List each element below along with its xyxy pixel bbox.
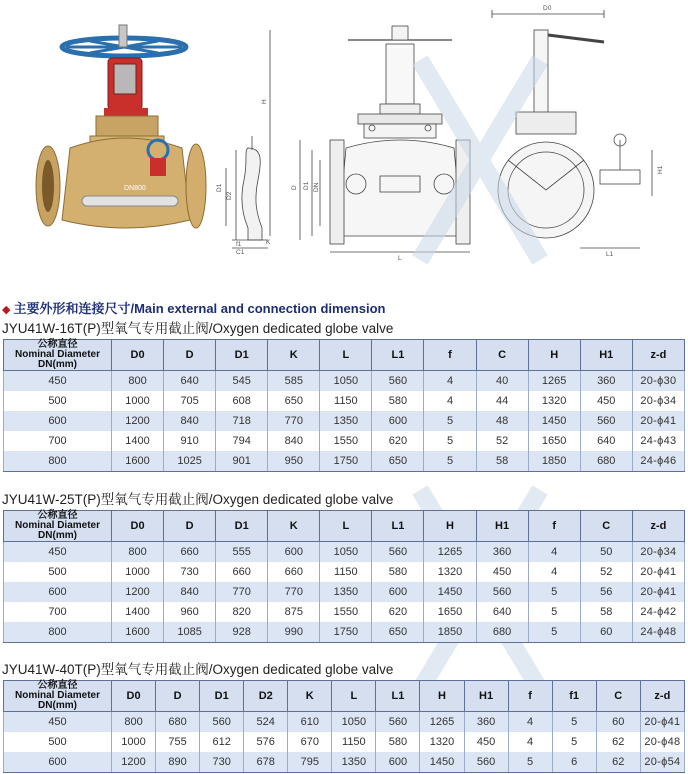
table-cell: 524	[244, 712, 288, 733]
table-cell: 820	[216, 602, 268, 622]
column-header: K	[288, 681, 332, 712]
table-cell: 910	[164, 431, 216, 451]
table-cell: 660	[164, 542, 216, 563]
table-cell: 718	[216, 411, 268, 431]
svg-text:H: H	[261, 99, 268, 104]
table-cell: 545	[216, 371, 268, 392]
dn-header-line: Nominal Diameter	[14, 690, 101, 701]
dn-header-line: 公称直径	[37, 680, 78, 691]
dimension-table	[3, 510, 685, 643]
table-cell: 620	[372, 602, 424, 622]
column-header: L1	[372, 511, 424, 542]
column-header-dn	[4, 511, 112, 542]
column-header: z-d	[640, 681, 684, 712]
svg-text:D0: D0	[543, 5, 552, 12]
table-cell: 40	[476, 371, 528, 392]
table-cell: 1400	[112, 431, 164, 451]
column-header: D1	[216, 340, 268, 371]
table-cell: 4	[528, 562, 580, 582]
table-cell: 5	[424, 431, 476, 451]
column-header: D	[164, 511, 216, 542]
table-cell: 1320	[424, 562, 476, 582]
dn-header-line: Nominal Diameter	[14, 520, 101, 531]
table-cell: 840	[268, 431, 320, 451]
table-row	[4, 582, 685, 602]
column-header: f	[528, 511, 580, 542]
table-cell: 576	[244, 732, 288, 752]
table-cell: 890	[156, 752, 200, 773]
table-cell: 1150	[320, 391, 372, 411]
table-cell: 1050	[320, 542, 372, 563]
table-cell: 612	[200, 732, 244, 752]
table-cell: 875	[268, 602, 320, 622]
table-cell: 500	[4, 391, 112, 411]
table-cell: 730	[200, 752, 244, 773]
table-cell: 360	[476, 542, 528, 563]
table-cell: 650	[372, 622, 424, 643]
side-profile-labels	[216, 183, 245, 256]
table-cell: 5	[528, 602, 580, 622]
table-cell: 450	[4, 371, 112, 392]
table-cell: 360	[464, 712, 508, 733]
table-cell: 640	[580, 431, 632, 451]
table-cell: 5	[424, 411, 476, 431]
table-cell: 1200	[112, 752, 156, 773]
dn-header-line: DN(mm)	[38, 359, 77, 370]
svg-text:D: D	[291, 185, 298, 190]
table-cell: 56	[580, 582, 632, 602]
table-cell: 678	[244, 752, 288, 773]
table-row	[4, 542, 685, 563]
svg-text:D1: D1	[216, 183, 223, 192]
svg-text:H1: H1	[657, 165, 664, 174]
table-cell: 5	[424, 451, 476, 472]
table-cell: 1750	[320, 622, 372, 643]
diamond-bullet-icon: ◆	[2, 304, 11, 316]
table-cell: 1000	[112, 391, 164, 411]
table-row	[4, 752, 685, 773]
column-header: H1	[476, 511, 528, 542]
table-cell: 600	[372, 411, 424, 431]
table-cell: 800	[4, 451, 112, 472]
table-cell: 4	[424, 391, 476, 411]
table-row	[4, 391, 685, 411]
table-cell: 1550	[320, 431, 372, 451]
table-cell: 450	[4, 712, 112, 733]
section-heading	[2, 298, 385, 317]
table-cell: 600	[4, 582, 112, 602]
table-cell: 660	[216, 562, 268, 582]
table-cell: 1085	[164, 622, 216, 643]
column-header: H	[420, 681, 464, 712]
column-header-dn	[4, 681, 112, 712]
table-cell: 500	[4, 732, 112, 752]
column-header: H	[424, 511, 476, 542]
column-header: f1	[552, 681, 596, 712]
column-header: C	[596, 681, 640, 712]
table-cell: 680	[476, 622, 528, 643]
table-cell: 560	[476, 582, 528, 602]
table-cell: 1150	[332, 732, 376, 752]
table-cell: 1050	[320, 371, 372, 392]
table-cell: 770	[268, 582, 320, 602]
table-cell: 1000	[112, 562, 164, 582]
table-cell: 20-ϕ41	[632, 562, 684, 582]
table-cell: 5	[552, 732, 596, 752]
table-row	[4, 371, 685, 392]
table-cell: 705	[164, 391, 216, 411]
dn-header-line: Nominal Diameter	[14, 349, 101, 360]
table-cell: 6	[552, 752, 596, 773]
table-cell: 901	[216, 451, 268, 472]
end-view-drawing	[492, 10, 652, 248]
table-cell: 840	[164, 582, 216, 602]
table-cell: 1850	[528, 451, 580, 472]
column-header: z-d	[632, 340, 684, 371]
column-header: D1	[216, 511, 268, 542]
table-cell: 800	[112, 542, 164, 563]
column-header: D2	[244, 681, 288, 712]
table-cell: 1450	[420, 752, 464, 773]
table-cell: 1200	[112, 411, 164, 431]
table-cell: 580	[372, 391, 424, 411]
table-cell: 20-ϕ30	[632, 371, 684, 392]
table-cell: 1850	[424, 622, 476, 643]
valve-figure	[0, 0, 688, 290]
svg-text:D1: D1	[303, 181, 310, 190]
table-row	[4, 451, 685, 472]
table-cell: 560	[580, 411, 632, 431]
table-cell: 620	[372, 431, 424, 451]
table-cell: 560	[200, 712, 244, 733]
column-header: f	[508, 681, 552, 712]
column-header: L	[320, 511, 372, 542]
table-cell: 755	[156, 732, 200, 752]
table-cell: 450	[476, 562, 528, 582]
table-cell: 4	[508, 732, 552, 752]
table-cell: 1400	[112, 602, 164, 622]
svg-text:f1: f1	[236, 241, 242, 248]
table-cell: 1650	[424, 602, 476, 622]
table-cell: 1150	[320, 562, 372, 582]
table-cell: 950	[268, 451, 320, 472]
column-header: H1	[464, 681, 508, 712]
table-cell: 24-ϕ48	[632, 622, 684, 643]
table-cell: 560	[376, 712, 420, 733]
table-cell: 62	[596, 752, 640, 773]
table-cell: 600	[376, 752, 420, 773]
table-cell: 1265	[528, 371, 580, 392]
table-cell: 1320	[420, 732, 464, 752]
table-cell: 360	[580, 371, 632, 392]
table-cell: 20-ϕ34	[632, 391, 684, 411]
table-cell: 20-ϕ48	[640, 732, 684, 752]
table-row	[4, 602, 685, 622]
table-cell: 4	[528, 542, 580, 563]
table-cell: 20-ϕ41	[632, 411, 684, 431]
table-cell: 610	[288, 712, 332, 733]
dn-header-line: DN(mm)	[38, 700, 77, 711]
table-cell: 20-ϕ41	[640, 712, 684, 733]
dimension-table	[3, 680, 685, 773]
table-row	[4, 562, 685, 582]
table-cell: 52	[476, 431, 528, 451]
front-elevation-drawing	[270, 26, 470, 252]
table-row	[4, 411, 685, 431]
table-cell: 24-ϕ42	[632, 602, 684, 622]
table-cell: 800	[112, 712, 156, 733]
column-header: D	[156, 681, 200, 712]
table-title: JYU41W-40T(P)型氧气专用截止阀/Oxygen dedicated globe valve	[2, 662, 394, 677]
column-header: K	[268, 340, 320, 371]
column-header: D1	[200, 681, 244, 712]
table-cell: 1600	[112, 622, 164, 643]
table-cell: 640	[476, 602, 528, 622]
table-cell: 700	[4, 602, 112, 622]
table-cell: 800	[112, 371, 164, 392]
table-cell: 4	[424, 371, 476, 392]
table-cell: 670	[288, 732, 332, 752]
section-heading-text: 主要外形和连接尺寸/Main external and connection dimension	[13, 301, 386, 316]
table-title: JYU41W-25T(P)型氧气专用截止阀/Oxygen dedicated globe valve	[2, 492, 394, 507]
table-cell: 62	[596, 732, 640, 752]
column-header-dn	[4, 340, 112, 371]
table-cell: 700	[4, 431, 112, 451]
table-cell: 608	[216, 391, 268, 411]
table-cell: 500	[4, 562, 112, 582]
dimension-table	[3, 339, 685, 472]
column-header: L1	[376, 681, 420, 712]
table-cell: 1650	[528, 431, 580, 451]
table-cell: 640	[164, 371, 216, 392]
table-cell: 20-ϕ41	[632, 582, 684, 602]
table-cell: 52	[580, 562, 632, 582]
table-cell: 5	[508, 752, 552, 773]
table-title: JYU41W-16T(P)型氧气专用截止阀/Oxygen dedicated globe valve	[2, 321, 394, 336]
table-cell: 680	[156, 712, 200, 733]
table-cell: 1000	[112, 732, 156, 752]
svg-text:L1: L1	[606, 251, 614, 258]
table-row	[4, 712, 685, 733]
table-cell: 840	[164, 411, 216, 431]
table-cell: 1320	[528, 391, 580, 411]
table-cell: 928	[216, 622, 268, 643]
svg-text:DN: DN	[313, 182, 320, 192]
table-cell: 24-ϕ43	[632, 431, 684, 451]
table-cell: 1265	[424, 542, 476, 563]
table-row	[4, 732, 685, 752]
table-row	[4, 431, 685, 451]
table-cell: 560	[464, 752, 508, 773]
table-cell: 1265	[420, 712, 464, 733]
table-cell: 560	[372, 371, 424, 392]
table-cell: 44	[476, 391, 528, 411]
column-header: D0	[112, 681, 156, 712]
photo-label: DN800	[124, 185, 146, 192]
table-cell: 650	[268, 391, 320, 411]
table-cell: 60	[580, 622, 632, 643]
table-cell: 600	[268, 542, 320, 563]
table-cell: 795	[288, 752, 332, 773]
column-header: L1	[372, 340, 424, 371]
table-cell: 1600	[112, 451, 164, 472]
table-cell: 600	[4, 411, 112, 431]
table-cell: 1450	[424, 582, 476, 602]
table-cell: 660	[268, 562, 320, 582]
valve-photo	[36, 25, 206, 228]
column-header: C	[476, 340, 528, 371]
column-header: D	[164, 340, 216, 371]
table-cell: 5	[552, 712, 596, 733]
table-cell: 1750	[320, 451, 372, 472]
dn-header-line: 公称直径	[37, 339, 78, 350]
table-cell: 60	[596, 712, 640, 733]
table-cell: 680	[580, 451, 632, 472]
table-cell: 20-ϕ34	[632, 542, 684, 563]
table-cell: 450	[464, 732, 508, 752]
table-cell: 1200	[112, 582, 164, 602]
svg-text:D2: D2	[226, 191, 233, 200]
table-cell: 450	[580, 391, 632, 411]
table-cell: 560	[372, 542, 424, 563]
column-header: L	[332, 681, 376, 712]
table-cell: 1025	[164, 451, 216, 472]
table-cell: 450	[4, 542, 112, 563]
column-header: H1	[580, 340, 632, 371]
column-header: D0	[112, 340, 164, 371]
table-cell: 20-ϕ54	[640, 752, 684, 773]
table-cell: 1350	[332, 752, 376, 773]
table-cell: 1050	[332, 712, 376, 733]
table-cell: 770	[268, 411, 320, 431]
table-cell: 580	[376, 732, 420, 752]
table-cell: 48	[476, 411, 528, 431]
table-cell: 650	[372, 451, 424, 472]
table-cell: 1350	[320, 582, 372, 602]
table-cell: 24-ϕ46	[632, 451, 684, 472]
dn-header-line: 公称直径	[37, 510, 78, 521]
table-cell: 800	[4, 622, 112, 643]
table-cell: 50	[580, 542, 632, 563]
table-cell: 1350	[320, 411, 372, 431]
column-header: D0	[112, 511, 164, 542]
table-cell: 600	[372, 582, 424, 602]
table-cell: 4	[508, 712, 552, 733]
column-header: C	[580, 511, 632, 542]
table-cell: 770	[216, 582, 268, 602]
table-cell: 960	[164, 602, 216, 622]
column-header: L	[320, 340, 372, 371]
table-cell: 990	[268, 622, 320, 643]
column-header: K	[268, 511, 320, 542]
table-cell: 585	[268, 371, 320, 392]
table-row	[4, 622, 685, 643]
column-header: f	[424, 340, 476, 371]
table-cell: 580	[372, 562, 424, 582]
column-header: H	[528, 340, 580, 371]
svg-text:K: K	[266, 239, 271, 246]
svg-text:C1: C1	[236, 249, 245, 256]
dn-header-line: DN(mm)	[38, 530, 77, 541]
table-cell: 730	[164, 562, 216, 582]
table-cell: 600	[4, 752, 112, 773]
table-cell: 794	[216, 431, 268, 451]
table-cell: 1550	[320, 602, 372, 622]
table-cell: 5	[528, 622, 580, 643]
table-cell: 555	[216, 542, 268, 563]
table-cell: 5	[528, 582, 580, 602]
column-header: z-d	[632, 511, 684, 542]
table-cell: 1450	[528, 411, 580, 431]
svg-text:L: L	[398, 255, 402, 262]
table-cell: 58	[580, 602, 632, 622]
table-cell: 58	[476, 451, 528, 472]
